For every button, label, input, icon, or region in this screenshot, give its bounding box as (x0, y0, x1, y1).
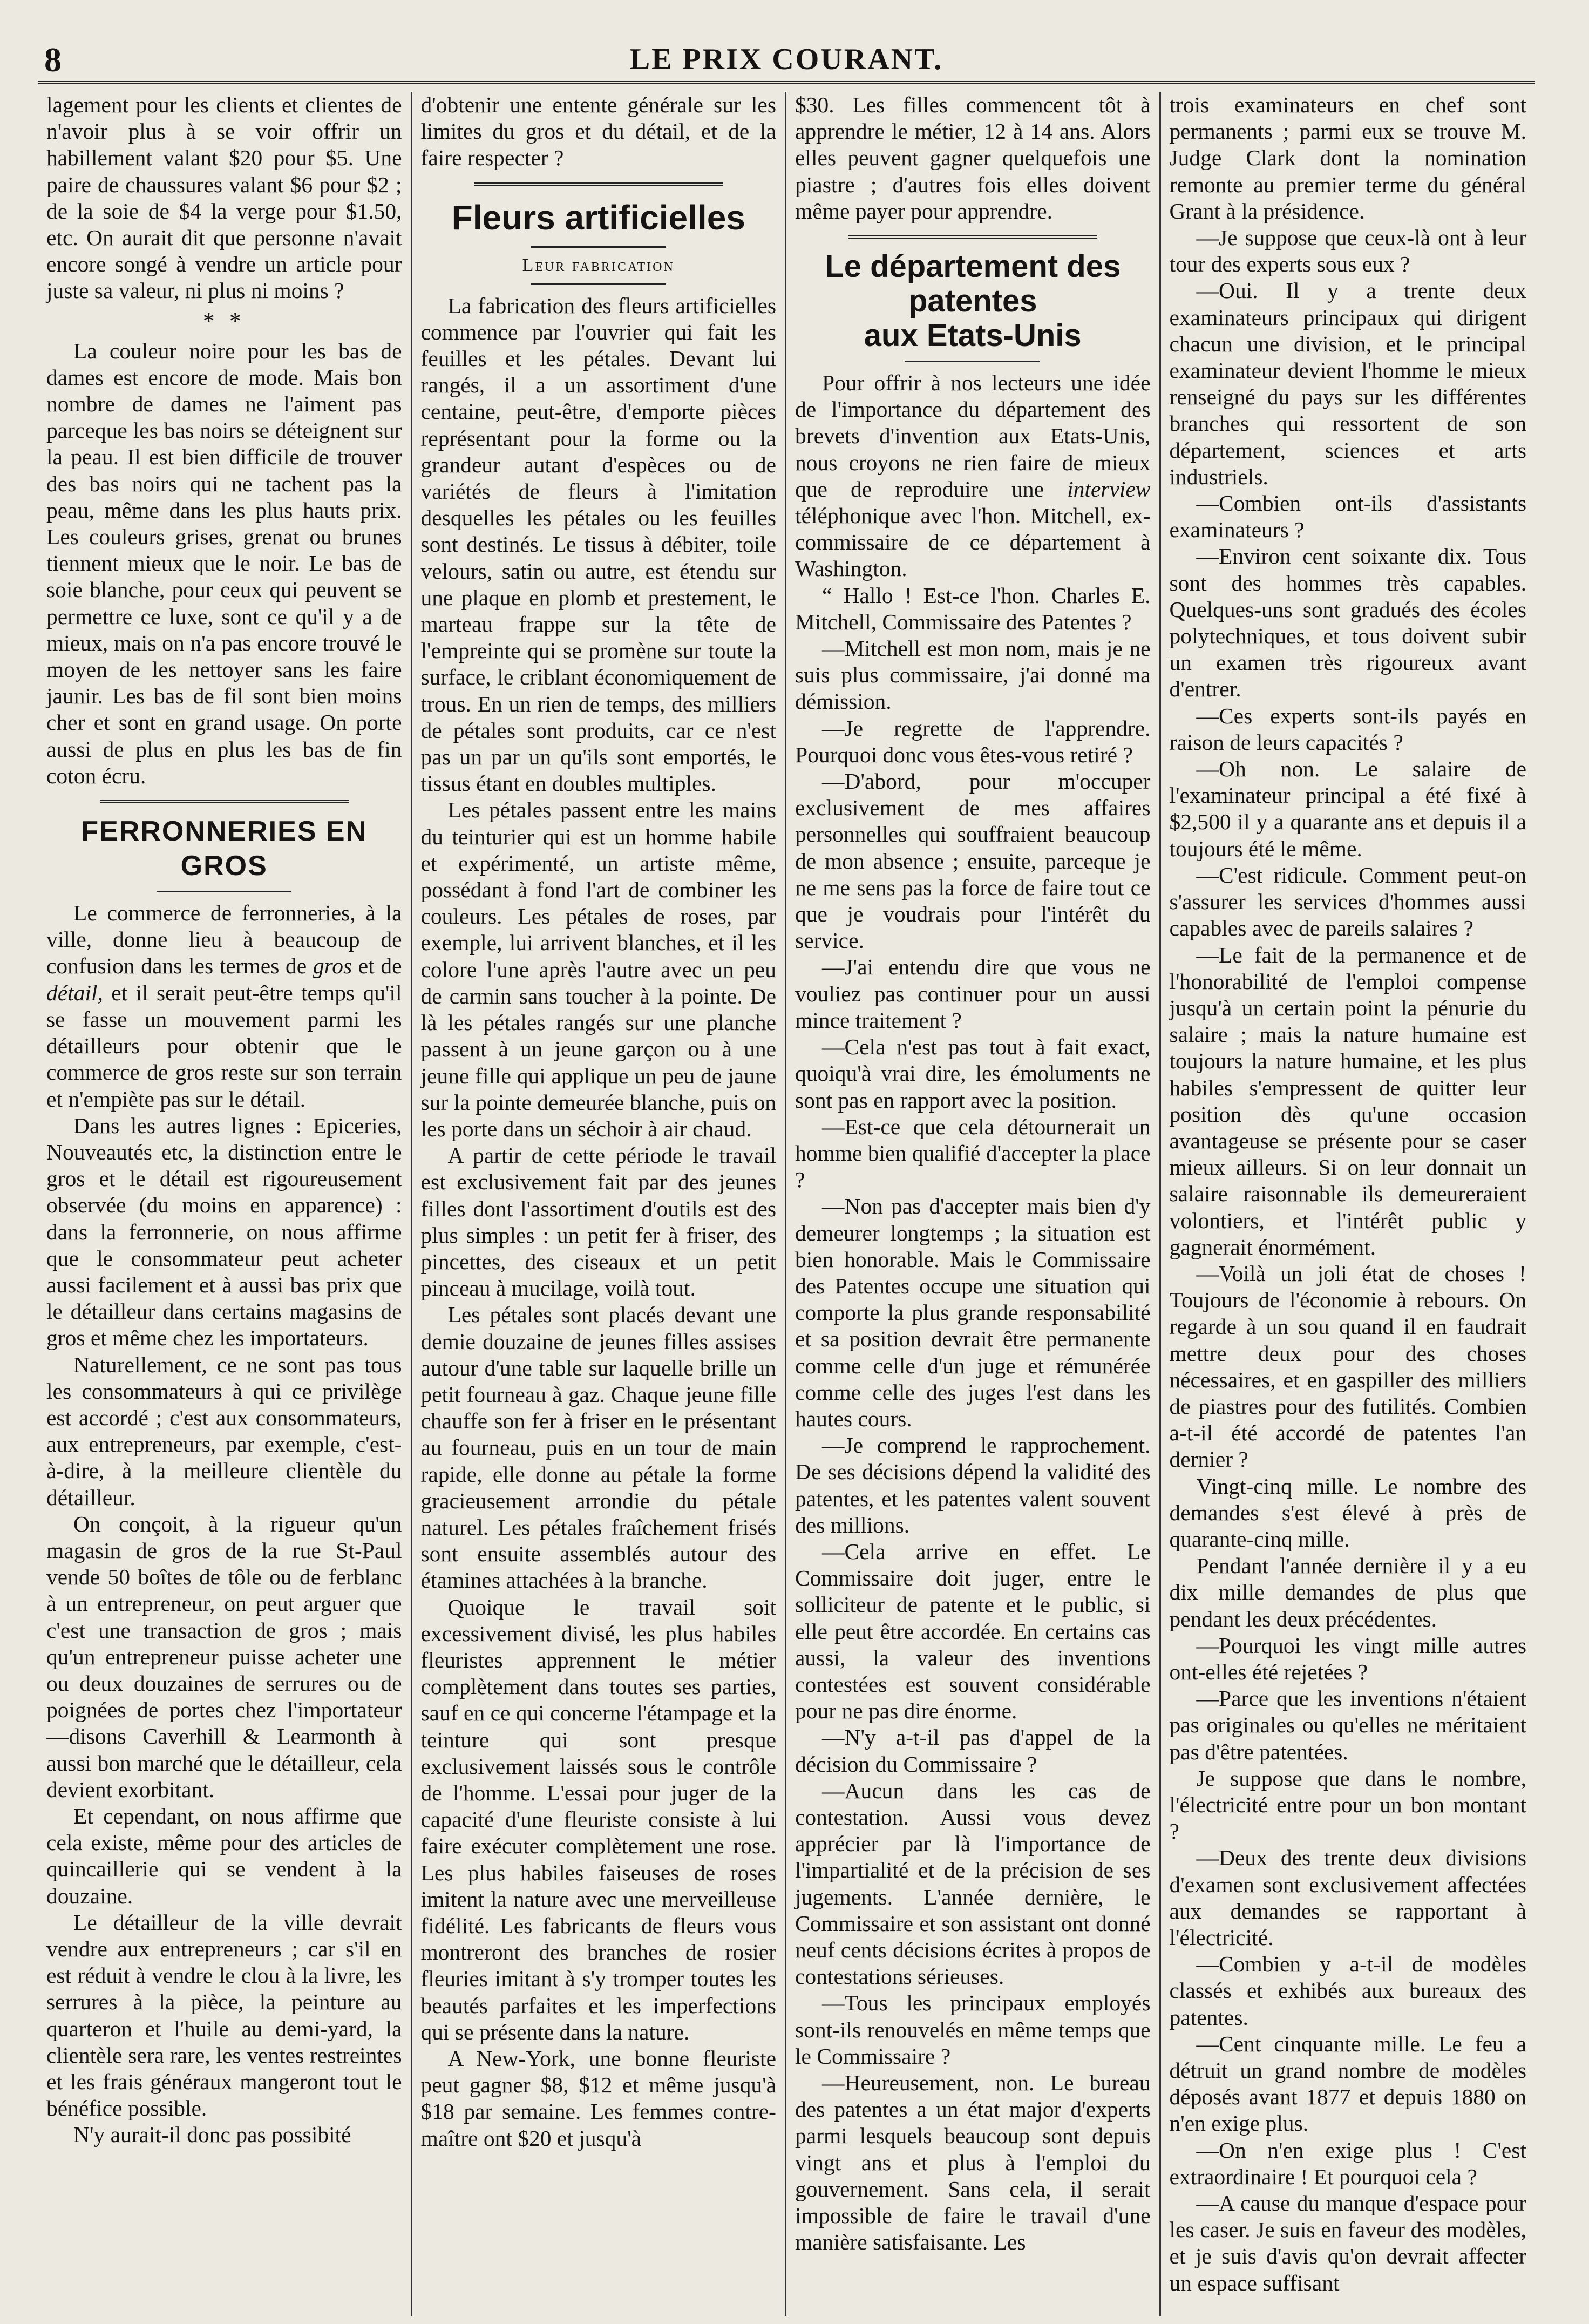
heading-departement-patentes (795, 249, 1151, 353)
paragraph: —Tous les principaux employés sont-ils renouvelés en même temps que le Commissaire ? (795, 1990, 1151, 2069)
subheading-rule (531, 283, 666, 285)
paragraph: lagement pour les clients et clientes de n'avoir plus à se voir offrir un habillement valant $20 pour $5. Une paire de chaussures valant $6 pour $2 ; de la soie de $4 la verge pour $1.50, etc. On aurait dit que personne n'avait encore songé à vendre un article pour juste sa valeur, ni plus ni moins ? (46, 92, 402, 303)
paragraph: —N'y a-t-il pas d'appel de la décision du Commissaire ? (795, 1725, 1151, 1777)
paragraph: A New-York, une bonne fleuriste peut gagner $8, $12 et même jusqu'à $18 par semaine. Les femmes contre-maître ont $20 et jusqu'à (420, 2046, 776, 2151)
paragraph: —Environ cent soixante dix. Tous sont des hommes très capables. Quelques-uns sont gradués des écoles polytechniques, et tous doivent subir un examen très rigoureux avant d'entrer. (1169, 544, 1526, 702)
subheading-fabrication: Leur fabrication (522, 255, 675, 275)
paragraph: —Le fait de la permanence et de l'honorabilité de l'emploi compense jusqu'à un certain point la pénurie du salaire ; mais la nature humaine est toujours la nature humaine, et les plus habiles s'empressent de quitter leur position dès qu'une occasion avantageuse se présente pour se caser mieux ailleurs. Si on leur donnait un salaire raisonnable ils demeureraient volontiers, et l'intérêt public y gagnerait énormément. (1169, 942, 1526, 1259)
article-columns (38, 84, 1535, 2316)
paragraph: —Cent cinquante mille. Le feu a détruit un grand nombre de modèles déposés avant 1877 et depuis 1880 on n'en exige plus. (1169, 2031, 1526, 2136)
paragraph: —Je regrette de l'apprendre. Pourquoi donc vous êtes-vous retiré ? (795, 715, 1151, 767)
paragraph: Dans les autres lignes : Epiceries, Nouveautés etc, la distinction entre le gros et le détail est rigoureusement observée (du moins en apparence) : dans la ferronnerie, on nous affirme que le consommateur peut acheter aussi facilement et à aussi bas prix que le détailleur dans certains magasins de gros et même chez les importateurs. (46, 1113, 402, 1351)
column-1 (38, 92, 412, 2316)
text-run: Pour offrir à nos lecteurs une idée de l'importance du département des brevets d'invention aux Etats-Unis, nous croyons ne rien faire de mieux que de reproduire une (795, 370, 1151, 502)
italic-term: détail (46, 980, 98, 1005)
section-divider (474, 182, 723, 186)
paragraph: A partir de cette période le travail est exclusivement fait par des jeunes filles dont l'assortiment d'outils est des plus simples : un petit fer à friser, des pincettes, des ciseaux et un petit pinceau à mucilage, voilà tout. (420, 1143, 776, 1301)
paragraph: —Aucun dans les cas de contestation. Aussi vous devez apprécier par là l'importance de l'impartialité et de la précision de ses jugements. L'année dernière, le Commissaire et son assistant ont donné neuf cents décisions écrites à propos de contestations sérieuses. (795, 1778, 1151, 1989)
paragraph (795, 370, 1151, 582)
paragraph: La fabrication des fleurs artificielles commence par l'ouvrier qui fait les feuilles et les pétales. Devant lui rangés, il a un assortiment d'une centaine, peut-être, d'emporte pièces représentant pour la forme ou la grandeur autant d'espèces ou de variétés de fleurs à l'imitation desquelles les pétales ou les feuilles sont destinés. Le tissus à débiter, toile velours, satin ou autre, est étendu sur une plaque en plomb et prestement, le marteau frappe sur la tête de l'empreinte qui se promène sur toute la surface, le criblant économiquement de trous. En un rien de temps, des milliers de pétales sont produits, car ce n'est pas un par un qu'ils sont emportés, le tissus étant en doubles multiples. (420, 293, 776, 796)
paragraph: —Non pas d'accepter mais bien d'y demeurer longtemps ; la situation est bien honorable. Mais le Commissaire des Patentes occupe une situation qui comporte la plus grande responsabilité et sa position devrait être permanente comme celle d'un juge et rémunérée comme celle des juges l'est dans les hautes cours. (795, 1194, 1151, 1431)
text-run: téléphonique avec l'hon. Mitchell, ex-commissaire de ce département à Washington. (795, 503, 1151, 581)
paragraph: “ Hallo ! Est-ce l'hon. Charles E. Mitchell, Commissaire des Patentes ? (795, 582, 1151, 634)
section-divider (100, 800, 349, 803)
paragraph: —C'est ridicule. Comment peut-on s'assurer les services d'hommes aussi capables avec de pareils salaires ? (1169, 862, 1526, 941)
paragraph: —On n'en exige plus ! C'est extraordinaire ! Et pourquoi cela ? (1169, 2137, 1526, 2189)
paragraph: Les pétales passent entre les mains du teinturier qui est un homme habile et expérimenté, un artiste même, possédant à fond l'art de combiner les couleurs. Les pétales de roses, par exemple, lui arrivent blanches, et il les colore l'une après l'autre avec un peu de carmin sans toucher à la pointe. De là les pétales rangés sur une planche passent à un jeune garçon ou à une jeune fille qui applique un peu de jaune sur la pointe demeurée blanche, puis on les porte dans un séchoir à air chaud. (420, 797, 776, 1141)
heading-fleurs-artificielles: Fleurs artificielles (451, 198, 745, 237)
paragraph: $30. Les filles commencent tôt à apprendre le métier, 12 à 14 ans. Alors elles peuvent gagner quelquefois une piastre ; d'autres fois elles doivent même payer pour apprendre. (795, 92, 1151, 223)
paragraph: —Oh non. Le salaire de l'examinateur principal a été fixé à $2,500 il y a quarante ans et depuis il a toujours été le même. (1169, 756, 1526, 861)
paragraph: —Oui. Il y a trente deux examinateurs principaux qui dirigent chacun une division, et le principal examinateur devient l'homme le mieux renseigné du pays sur les différentes branches qui ressortent de son département, sciences et arts industriels. (1169, 278, 1526, 489)
paragraph: —Parce que les inventions n'étaient pas originales ou qu'elles ne méritaient pas d'être patentées. (1169, 1686, 1526, 1764)
paragraph: Quoique le travail soit excessivement divisé, les plus habiles fleuristes apprennent le métier complètement dans toutes ses parties, sauf en ce qui concerne l'étampage et la teinture qui sont presque exclusivement laissés sous le contrôle de l'homme. L'essai pour juger de la capacité d'une fleuriste consiste à lui faire exécuter complètement une rose. Les plus habiles faiseuses de roses imitent la nature avec une merveilleuse fidélité. Les fabricants de fleurs vous montreront des branches de rosier fleuries imitant à s'y tromper toutes les beautés parfaites et les imperfections qui se présente dans la nature. (420, 1594, 776, 2044)
section-divider (848, 235, 1097, 239)
journal-title: LE PRIX COURANT. (629, 43, 943, 76)
paragraph: —Cela arrive en effet. Le Commissaire doit juger, entre le solliciteur de patente et le public, si elle peut être accordée. En certains cas aussi, la valeur des inventions contestées est souvent considérable pour ne pas dire énorme. (795, 1539, 1151, 1724)
paragraph: —Ces experts sont-ils payés en raison de leurs capacités ? (1169, 703, 1526, 755)
paragraph: Vingt-cinq mille. Le nombre des demandes s'est élevé à près de quarante-cinq mille. (1169, 1473, 1526, 1551)
paragraph: Je suppose que dans le nombre, l'électricité entre pour un bon montant ? (1169, 1765, 1526, 1844)
asterism-separator: * * (202, 307, 246, 334)
italic-term: interview (1067, 476, 1151, 502)
paragraph: —Cela n'est pas tout à fait exact, quoiqu'à vrai dire, les émoluments ne sont pas en rapport avec la position. (795, 1034, 1151, 1113)
text-run: , et il serait peut-être temps qu'il se fasse un mouvement parmi les détailleurs pour obtenir que le commerce de gros reste sur son terrain et n'empiète pas sur le détail. (46, 980, 402, 1112)
paragraph: —Deux des trente deux divisions d'examen sont exclusivement affectées aux demandes se rapportant à l'électricité. (1169, 1845, 1526, 1950)
paragraph: Le détailleur de la ville devrait vendre aux entrepreneurs ; car s'il en est réduit à vendre le clou à la livre, les serrures à la pièce, la peinture au quarteron et l'huile au demi-yard, la clientèle sera rare, les ventes restreintes et les frais généraux mangeront tout le bénéfice possible. (46, 1909, 402, 2121)
column-2 (412, 92, 787, 2316)
paragraph: On conçoit, à la rigueur qu'un magasin de gros de la rue St-Paul vende 50 boîtes de tôle ou de ferblanc à un entrepreneur, on peut arguer que c'est une transaction de gros ; mais qu'un entrepreneur puisse acheter une ou deux douzaines de serrures ou de poignées de portes chez l'importateur—disons Caverhill & Learmonth à aussi bon marché que le détailleur, cela devient exorbitant. (46, 1511, 402, 1802)
paragraph: —Mitchell est mon nom, mais je ne suis plus commissaire, j'ai donné ma démission. (795, 636, 1151, 714)
paragraph: —Est-ce que cela détournerait un homme bien qualifié d'accepter la place ? (795, 1114, 1151, 1193)
text-run: et de (352, 953, 402, 979)
paragraph: d'obtenir une entente générale sur les limites du gros et du détail, et de la faire respecter ? (420, 92, 776, 171)
paragraph: Pendant l'année dernière il y a eu dix mille demandes de plus que pendant les deux précédentes. (1169, 1553, 1526, 1631)
heading-line: aux Etats-Unis (864, 318, 1082, 354)
paragraph (46, 900, 402, 1113)
paragraph: —D'abord, pour m'occuper exclusivement de mes affaires personnelles qui souffraient beaucoup de mon absence ; ensuite, parceque je ne me sens pas la force de faire tout ce que je voudrais pour l'intérêt du service. (795, 769, 1151, 953)
column-4 (1161, 92, 1536, 2316)
paragraph: N'y aurait-il donc pas possibité (73, 2122, 351, 2147)
paragraph: La couleur noire pour les bas de dames est encore de mode. Mais bon nombre de dames ne l'aiment pas parceque les bas noirs se déteignent sur la peau. Il est bien difficile de trouver des bas noirs qui ne tachent pas la peau, même dans les plus hauts prix. Les couleurs grises, grenat ou brunes tiennent mieux que le noir. Le bas de soie blanche, pour ceux qui peuvent se permettre ce luxe, sont ce qu'il y a de mieux, mais on n'a pas encore trouvé le moyen de les nettoyer sans les faire jaunir. Les bas de fil sont bien moins cher et sont en grand usage. On porte aussi de plus en plus les bas de fin coton écru. (46, 338, 402, 788)
paragraph: —Combien ont-ils d'assistants examinateurs ? (1169, 491, 1526, 543)
heading-rule (157, 891, 291, 892)
heading-line: Le département des patentes (825, 249, 1121, 319)
paragraph: —J'ai entendu dire que vous ne vouliez pas continuer pour un aussi mince traitement ? (795, 954, 1151, 1033)
text-run: Le commerce de ferronneries, à la ville, donne lieu à beaucoup de confusion dans les termes de (46, 900, 402, 979)
paragraph: —Je comprend le rapprochement. De ses décisions dépend la validité des patentes, et les patentes valent souvent des millions. (795, 1433, 1151, 1537)
paragraph: —Je suppose que ceux-là ont à leur tour des experts sous eux ? (1169, 225, 1526, 277)
column-3 (786, 92, 1161, 2316)
heading-rule (531, 246, 666, 248)
heading-rule (905, 361, 1040, 362)
paragraph: —Voilà un joli état de choses ! Toujours de l'économie à rebours. On regarde à un sou quand il en faudrait mettre deux pour des choses nécessaires, et en gaspiller des milliers de piastres pour des futilités. Combien a-t-il été accordé de patentes l'an dernier ? (1169, 1261, 1526, 1472)
paragraph: Les pétales sont placés devant une demie douzaine de jeunes filles assises autour d'une table sur laquelle brille un petit fourneau à gaz. Chaque jeune fille chauffe son fer à friser en le présentant au fourneau, puis en un tour de main rapide, elle donne au pétale la forme gracieusement arrondie du pétale naturel. Les pétales fraîchement frisés sont ensuite assemblés autour des étamines attachées à la branche. (420, 1302, 776, 1593)
paragraph: —Pourquoi les vingt mille autres ont-elles été rejetées ? (1169, 1632, 1526, 1684)
heading-ferronneries: FERRONNERIES EN GROS (81, 816, 368, 882)
page-number: 8 (44, 40, 62, 79)
paragraph: —Heureusement, non. Le bureau des patentes a un état major d'experts parmi lesquels beaucoup sont depuis vingt ans et plus à l'emploi du gouvernement. Sans cela, il serait impossible de faire le travail d'une manière satisfaisante. Les (795, 2070, 1151, 2255)
paragraph: Et cependant, on nous affirme que cela existe, même pour des articles de quincaillerie qui se vendent à la douzaine. (46, 1803, 402, 1908)
paragraph: —Combien y a-t-il de modèles classés et exhibés aux bureaux des patentes. (1169, 1952, 1526, 2030)
paragraph: —A cause du manque d'espace pour les caser. Je suis en faveur des modèles, et je suis d'avis qu'on devrait affecter un espace suffisant (1169, 2191, 1526, 2295)
paragraph: trois examinateurs en chef sont permanents ; parmi eux se trouve M. Judge Clark dont la nomination remonte au premier terme du général Grant à la présidence. (1169, 92, 1526, 223)
italic-term: gros (313, 953, 352, 979)
paragraph: Naturellement, ce ne sont pas tous les consommateurs à qui ce privilège est accordé ; c'est aux consommateurs, aux entrepreneurs, par exemple, c'est-à-dire, à la meilleure clientèle du détailleur. (46, 1352, 402, 1510)
masthead (38, 32, 1535, 84)
